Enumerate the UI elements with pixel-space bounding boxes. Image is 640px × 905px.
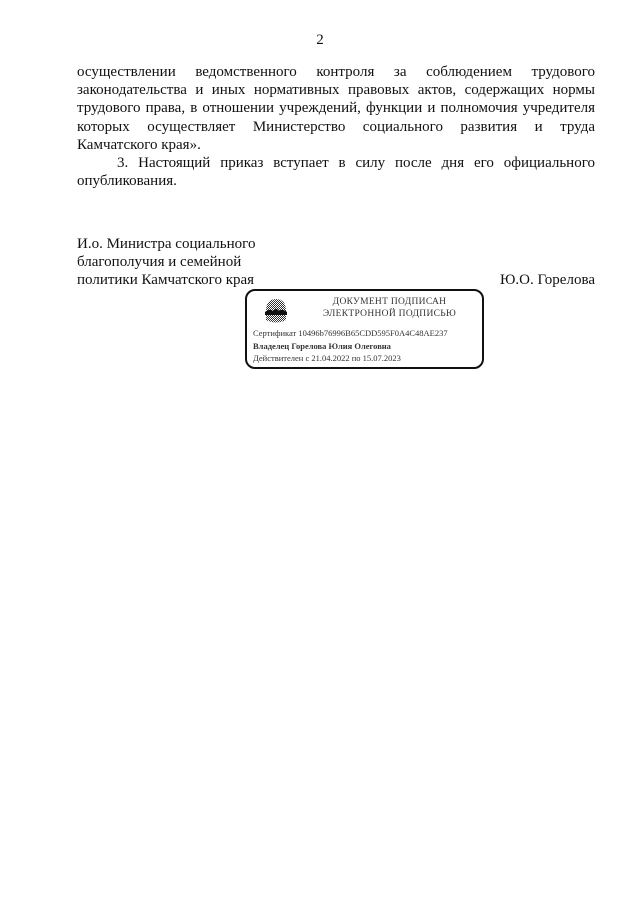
paragraph-continuation-end [77, 136, 595, 154]
stamp-heading-line: ДОКУМЕНТ ПОДПИСАН [332, 297, 447, 307]
coat-of-arms-icon [261, 296, 291, 326]
page-number: 2 [316, 32, 324, 48]
signer-title-line: политики Камчатского края [77, 272, 255, 289]
certificate-owner: Владелец Горелова Юлия Олеговна [253, 341, 391, 351]
signature-block [77, 235, 595, 290]
stamp-heading [297, 296, 482, 320]
text-line: которых осуществляет Министерство социального развития и труда [77, 118, 595, 135]
text-line: законодательства и иных нормативных правовых актов, содержащих нормы [77, 82, 595, 99]
signature-row [77, 271, 595, 289]
certificate-validity: Действителен с 21.04.2022 по 15.07.2023 [253, 353, 401, 363]
paragraph-continuation [77, 63, 595, 136]
text-line: трудового права, в отношении учреждений, функции и полномочия учредителя [77, 100, 595, 117]
text-line: Камчатского края». [77, 136, 201, 153]
signer-title-line: благополучия и семейной [77, 254, 242, 271]
text-line: опубликования. [77, 173, 177, 190]
stamp-heading-line: ЭЛЕКТРОННОЙ ПОДПИСЬЮ [322, 309, 457, 319]
paragraph-3-end [77, 172, 595, 190]
document-body [77, 63, 595, 190]
paragraph-3 [77, 154, 595, 172]
text-line: осуществлении ведомственного контроля за соблюдением трудового [77, 64, 595, 80]
text-line: 3. Настоящий приказ вступает в силу после дня его официального [117, 155, 595, 172]
signer-name: Ю.О. Горелова [499, 272, 595, 289]
signer-title-line: И.о. Министра социального [77, 236, 256, 252]
electronic-signature-stamp [245, 289, 484, 369]
certificate-number: Сертификат 10496b76996B65CDD595F0A4C48AE237 [253, 328, 448, 338]
